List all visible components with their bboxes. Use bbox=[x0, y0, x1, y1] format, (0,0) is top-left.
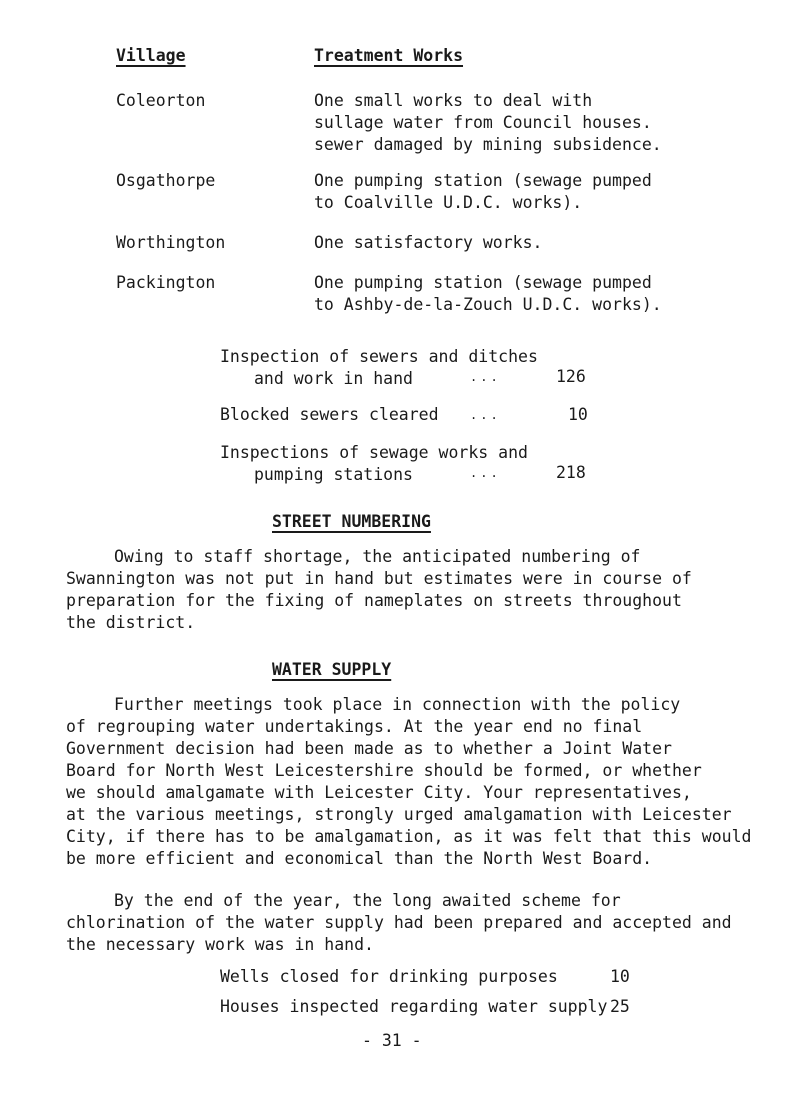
paragraph-line: Government decision had been made as to whether a Joint Water bbox=[66, 739, 672, 758]
leader-dots: ... bbox=[470, 370, 501, 384]
treatment-line: sewer damaged by mining subsidence. bbox=[314, 135, 662, 154]
treatment-line: to Ashby-de-la-Zouch U.D.C. works). bbox=[314, 295, 662, 314]
treatment-description bbox=[314, 272, 662, 316]
treatment-line: One pumping station (sewage pumped bbox=[314, 171, 652, 190]
village-name: Coleorton bbox=[116, 91, 206, 110]
water-supply-heading: WATER SUPPLY bbox=[272, 660, 392, 679]
paragraph-line: Further meetings took place in connection with the policy bbox=[114, 695, 681, 714]
paragraph-line: City, if there has to be amalgamation, as it was felt that this would bbox=[66, 827, 752, 846]
village-name: Packington bbox=[116, 273, 216, 292]
paragraph-line: of regrouping water undertakings. At the year end no final bbox=[66, 717, 643, 736]
paragraph-line: Owing to staff shortage, the anticipated numbering of bbox=[114, 547, 641, 566]
page-number: - 31 - bbox=[362, 1031, 422, 1050]
paragraph-line: the district. bbox=[66, 613, 196, 632]
village-name: Worthington bbox=[116, 233, 226, 252]
treatment-description bbox=[314, 90, 662, 156]
treatment-line: One satisfactory works. bbox=[314, 233, 543, 252]
water-supply-paragraph-1 bbox=[66, 694, 751, 870]
treatment-line: One pumping station (sewage pumped bbox=[314, 273, 652, 292]
paragraph-line: Board for North West Leicestershire should be formed, or whether bbox=[66, 761, 702, 780]
treatment-description bbox=[314, 170, 652, 214]
stat-wells-closed-value: 10 bbox=[610, 967, 630, 986]
stat-houses-inspected-value: 25 bbox=[610, 997, 630, 1016]
paragraph-line: be more efficient and economical than the North West Board. bbox=[66, 849, 653, 868]
stat-label: pumping stations bbox=[254, 465, 413, 484]
stat-blocked-sewers: Blocked sewers cleared bbox=[220, 405, 439, 424]
paragraph-line: we should amalgamate with Leicester City. Your representatives, bbox=[66, 783, 692, 802]
paragraph-line: preparation for the fixing of nameplates on streets throughout bbox=[66, 591, 682, 610]
paragraph-line: at the various meetings, strongly urged amalgamation with Leicester bbox=[66, 805, 732, 824]
paragraph-line: chlorination of the water supply had been prepared and accepted and bbox=[66, 913, 732, 932]
leader-dots: ... bbox=[470, 408, 501, 422]
street-numbering-paragraph bbox=[66, 546, 692, 634]
stat-value: 218 bbox=[556, 463, 586, 482]
stat-label: Inspection of sewers and ditches bbox=[220, 347, 538, 366]
paragraph-line: Swannington was not put in hand but estimates were in course of bbox=[66, 569, 692, 588]
stat-wells-closed-label: Wells closed for drinking purposes bbox=[220, 967, 558, 986]
stat-houses-inspected-label: Houses inspected regarding water supply bbox=[220, 997, 608, 1016]
stat-value: 126 bbox=[556, 367, 586, 386]
treatment-line: to Coalville U.D.C. works). bbox=[314, 193, 583, 212]
water-supply-paragraph-2 bbox=[66, 890, 732, 956]
paragraph-line: the necessary work was in hand. bbox=[66, 935, 374, 954]
treatment-line: sullage water from Council houses. bbox=[314, 113, 652, 132]
stat-label: Inspections of sewage works and bbox=[220, 443, 528, 462]
leader-dots: ... bbox=[470, 466, 501, 480]
stat-value: 10 bbox=[568, 405, 588, 424]
village-column-header: Village bbox=[116, 46, 186, 65]
treatment-line: One small works to deal with bbox=[314, 91, 593, 110]
stat-label: and work in hand bbox=[254, 369, 413, 388]
treatment-description bbox=[314, 232, 542, 254]
village-name: Osgathorpe bbox=[116, 171, 216, 190]
street-numbering-heading: STREET NUMBERING bbox=[272, 512, 431, 531]
treatment-column-header: Treatment Works bbox=[314, 46, 464, 65]
paragraph-line: By the end of the year, the long awaited scheme for bbox=[114, 891, 621, 910]
